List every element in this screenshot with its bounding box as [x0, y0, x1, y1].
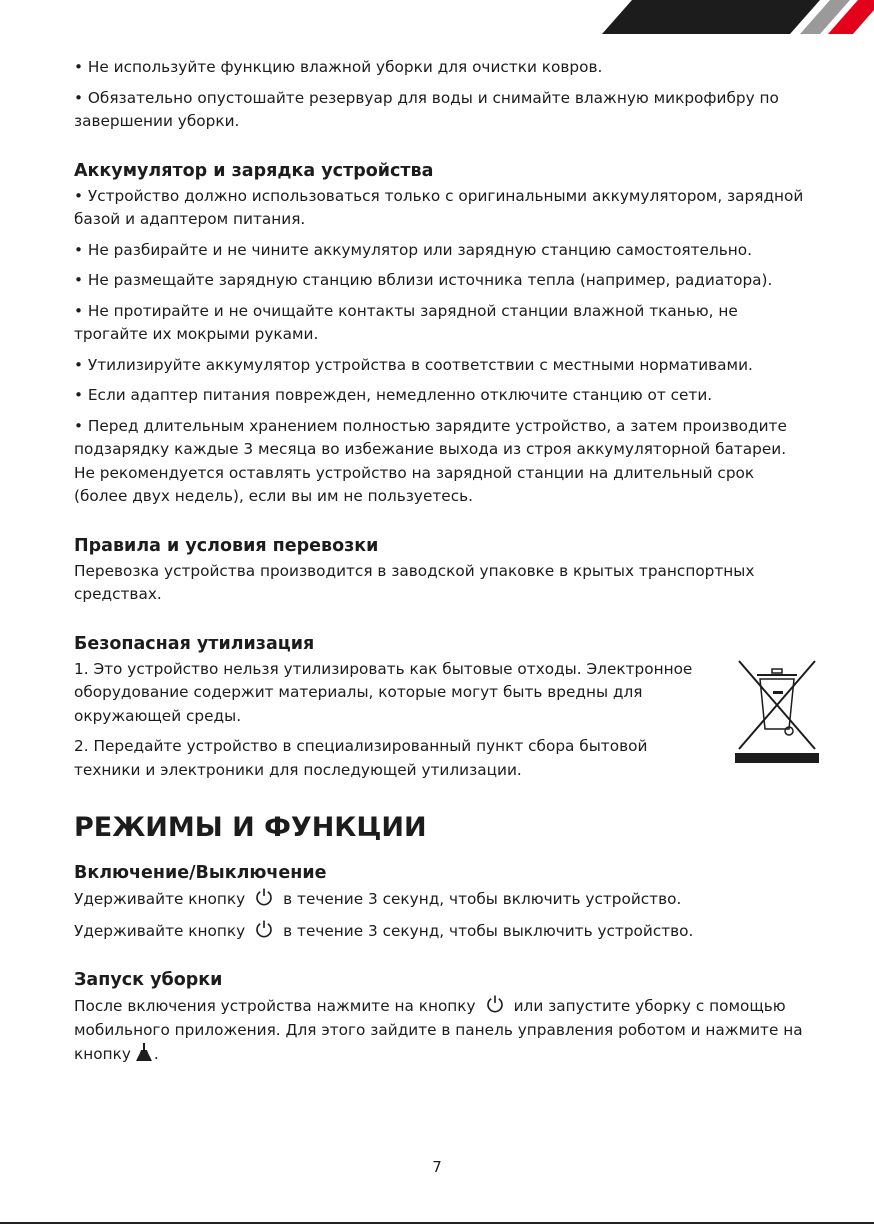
section-title: Запуск уборки [74, 970, 223, 990]
bullet-item: • Если адаптер питания поврежден, немедленно отключите станцию от сети. [74, 386, 713, 404]
instruction-text: После включения устройства нажмите на кнопку [74, 997, 476, 1015]
paragraph: Перевозка устройства производится в заводской упаковке в крытых транспортных средствах. [74, 561, 755, 603]
bullet-item: • Не разбирайте и не чините аккумулятор или зарядную станцию самостоятельно. [74, 240, 752, 259]
instruction-text: . [153, 1045, 159, 1063]
instruction-text: Удерживайте кнопку [74, 890, 246, 908]
instruction-line [74, 887, 809, 912]
header-decoration [574, 0, 874, 34]
instruction-text: или запустите уборку с помощью мобильного приложения. Для этого зайдите в панель управления роботом и нажмите на кнопку [74, 997, 803, 1063]
transport-section [74, 535, 809, 607]
bullet-item: • Устройство должно использоваться только с оригинальными аккумулятором, зарядной базой и адаптером питания. [74, 186, 804, 228]
instruction-paragraph [74, 994, 809, 1067]
bullet-item: • Утилизируйте аккумулятор устройства в соответствии с местными нормативами. [74, 355, 753, 374]
chapter-title: РЕЖИМЫ И ФУНКЦИИ [74, 812, 427, 843]
bottom-divider [0, 1222, 874, 1224]
paragraph: • Обязательно опустошайте резервуар для воды и снимайте влажную микрофибру по завершении уборки. [74, 88, 779, 130]
instruction-text: Удерживайте кнопку [74, 921, 246, 940]
page-content [74, 56, 809, 1067]
power-icon [254, 919, 274, 939]
instruction-text: в течение 3 секунд, чтобы выключить устройство. [283, 921, 694, 940]
section-title: Безопасная утилизация [74, 633, 315, 654]
crossed-out-bin-icon [735, 657, 819, 767]
broom-icon [135, 1042, 153, 1062]
bullet-item: • Не размещайте зарядную станцию вблизи источника тепла (например, радиатора). [74, 271, 773, 289]
section-title: Включение/Выключение [74, 863, 327, 883]
section-title: Правила и условия перевозки [74, 535, 379, 556]
disposal-section [74, 633, 809, 783]
page-number: 7 [432, 1158, 442, 1176]
list-item: 2. Передайте устройство в специализированный пункт сбора бытовой техники и электроники для последующей утилизации. [74, 737, 648, 779]
list-item: 1. Это устройство нельзя утилизировать как бытовые отходы. Электронное оборудование содержит материалы, которые могут быть вредны для окружающей среды. [74, 659, 693, 725]
start-section [74, 969, 809, 1067]
section-title: Аккумулятор и зарядка устройства [74, 160, 434, 181]
paragraph: • Не используйте функцию влажной уборки для очистки ковров. [74, 58, 603, 76]
instruction-text: в течение 3 секунд, чтобы включить устройство. [283, 890, 682, 908]
bullet-item: • Не протирайте и не очищайте контакты зарядной станции влажной тканью, не трогайте их мокрыми руками. [74, 301, 738, 343]
instruction-line [74, 919, 809, 944]
bullet-item: • Перед длительным хранением полностью зарядите устройство, а затем производите подзарядку каждые 3 месяца во избежание выхода из строя аккумуляторной батареи. Не рекомендуется оставлять устройство на зарядной станции на длительный срок (более двух недель), если вы им не пользуетесь. [74, 416, 787, 505]
power-icon [485, 994, 505, 1014]
power-icon [254, 887, 274, 907]
power-section [74, 862, 809, 943]
battery-section [74, 160, 809, 509]
